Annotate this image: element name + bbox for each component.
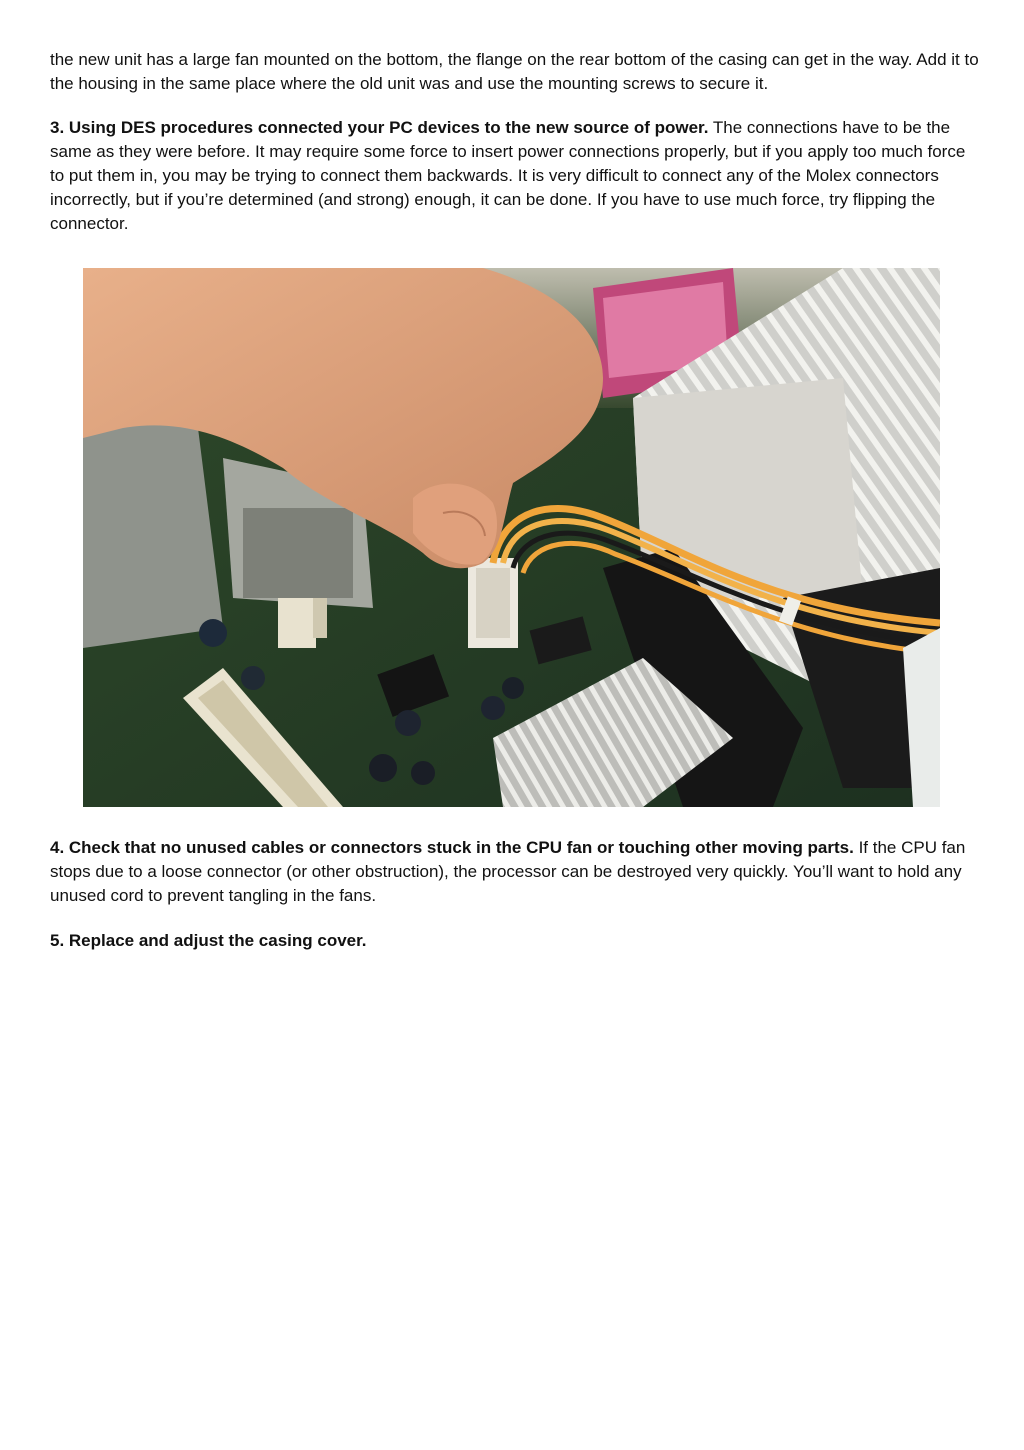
paragraph-step-3 <box>50 116 980 236</box>
step-3-text: The connections have to be the same as they were before. It may require some force to insert power connections properly, but if you apply too much force to put them in, you may be trying to connect them backwards. It is very difficult to connect any of the Molex connectors incorrectly, but if you’re determined (and strong) enough, it can be done. If you have to use much force, try flipping the connector. <box>50 118 966 233</box>
step-4-heading: 4. Check that no unused cables or connectors stuck in the CPU fan or touching other moving parts. <box>50 838 854 857</box>
step-3-heading: 3. Using DES procedures connected your PC devices to the new source of power. <box>50 118 709 137</box>
step-4-text: If the CPU fan stops due to a loose connector (or other obstruction), the processor can be destroyed very quickly. You’ll want to hold any unused cord to prevent tangling in the fans. <box>50 838 966 905</box>
step-5-heading: 5. Replace and adjust the casing cover. <box>50 931 367 950</box>
paragraph-text: the new unit has a large fan mounted on the bottom, the flange on the rear bottom of the casing can get in the way. Add it to the housing in the same place where the old unit was and use the mounting screws to secure it. <box>50 50 979 93</box>
paragraph-step-5 <box>50 929 980 953</box>
paragraph-install-unit <box>50 48 980 96</box>
paragraph-step-4 <box>50 836 980 908</box>
motherboard-photo <box>83 268 940 807</box>
